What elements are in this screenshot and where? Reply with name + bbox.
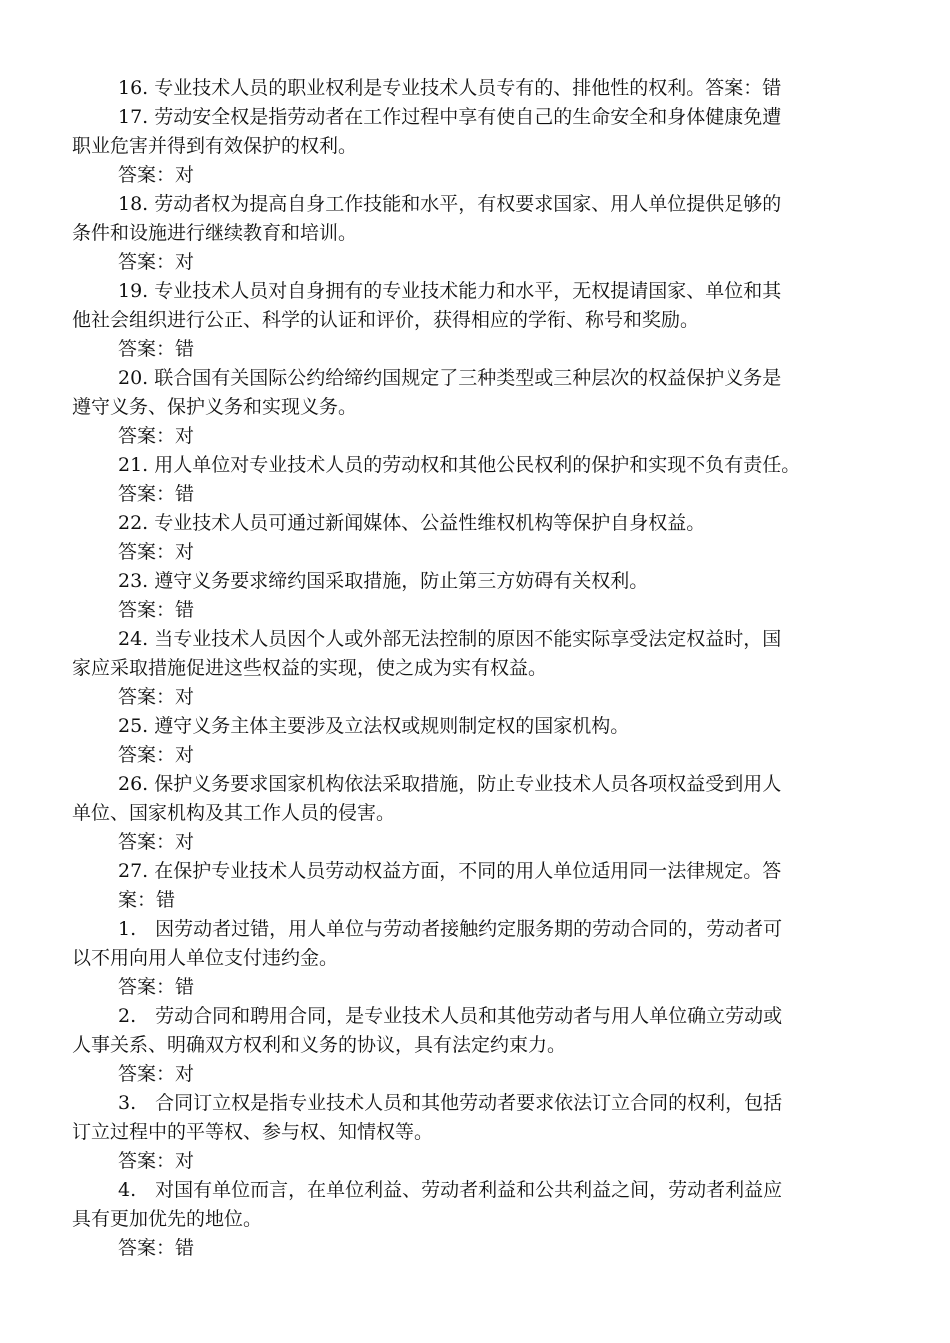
text-line: 答案：对 xyxy=(118,251,195,273)
text-line: 人事关系、明确双方权利和义务的协议，具有法定约束力。 xyxy=(72,1034,567,1056)
text-line: 答案：对 xyxy=(118,1150,195,1172)
text-line: 答案：对 xyxy=(118,686,195,708)
text-line: 条件和设施进行继续教育和培训。 xyxy=(72,222,358,244)
text-line: 2. 劳动合同和聘用合同，是专业技术人员和其他劳动者与用人单位确立劳动或 xyxy=(118,1005,783,1027)
text-line: 答案：对 xyxy=(118,164,195,186)
text-line: 答案：对 xyxy=(118,1063,195,1085)
text-line: 职业危害并得到有效保护的权利。 xyxy=(72,135,358,157)
text-line: 家应采取措施促进这些权益的实现，使之成为实有权益。 xyxy=(72,657,548,679)
text-line: 22. 专业技术人员可通过新闻媒体、公益性维权机构等保护自身权益。 xyxy=(118,512,706,534)
text-line: 答案：错 xyxy=(118,1237,195,1259)
document-body xyxy=(72,74,890,1263)
text-line: 答案：错 xyxy=(118,338,195,360)
text-line: 答案：对 xyxy=(118,831,195,853)
text-line: 17. 劳动安全权是指劳动者在工作过程中享有使自己的生命安全和身体健康免遭 xyxy=(118,106,782,128)
text-line: 他社会组织进行公正、科学的认证和评价，获得相应的学衔、称号和奖励。 xyxy=(72,309,700,331)
text-line: 19. 专业技术人员对自身拥有的专业技术能力和水平，无权提请国家、单位和其 xyxy=(118,280,782,302)
text-line: 3. 合同订立权是指专业技术人员和其他劳动者要求依法订立合同的权利，包括 xyxy=(118,1092,783,1114)
text-line: 单位、国家机构及其工作人员的侵害。 xyxy=(72,802,396,824)
text-line: 25. 遵守义务主体主要涉及立法权或规则制定权的国家机构。 xyxy=(118,715,630,737)
text-line: 答案：错 xyxy=(118,599,195,621)
text-line: 1. 因劳动者过错，用人单位与劳动者接触约定服务期的劳动合同的，劳动者可 xyxy=(118,918,783,940)
text-line: 18. 劳动者权为提高自身工作技能和水平，有权要求国家、用人单位提供足够的 xyxy=(118,193,782,215)
text-line: 遵守义务、保护义务和实现义务。 xyxy=(72,396,358,418)
text-line: 答案：错 xyxy=(118,483,195,505)
text-line: 23. 遵守义务要求缔约国采取措施，防止第三方妨碍有关权利。 xyxy=(118,570,649,592)
text-line: 以不用向用人单位支付违约金。 xyxy=(72,947,339,969)
text-line: 24. 当专业技术人员因个人或外部无法控制的原因不能实际享受法定权益时，国 xyxy=(118,628,782,650)
text-line: 20. 联合国有关国际公约给缔约国规定了三种类型或三种层次的权益保护义务是 xyxy=(118,367,782,389)
text-line: 21. 用人单位对专业技术人员的劳动权和其他公民权利的保护和实现不负有责任。 xyxy=(118,454,801,476)
text-line: 27. 在保护专业技术人员劳动权益方面，不同的用人单位适用同一法律规定。答 xyxy=(118,860,782,882)
text-line: 订立过程中的平等权、参与权、知情权等。 xyxy=(72,1121,434,1143)
text-line: 26. 保护义务要求国家机构依法采取措施，防止专业技术人员各项权益受到用人 xyxy=(118,773,782,795)
text-line: 答案：错 xyxy=(118,976,195,998)
text-line: 具有更加优先的地位。 xyxy=(72,1208,263,1230)
text-line: 答案：对 xyxy=(118,541,195,563)
text-line: 16. 专业技术人员的职业权利是专业技术人员专有的、排他性的权利。答案：错 xyxy=(118,77,782,99)
text-line: 答案：对 xyxy=(118,744,195,766)
text-line: 答案：对 xyxy=(118,425,195,447)
text-line: 4. 对国有单位而言，在单位利益、劳动者利益和公共利益之间，劳动者利益应 xyxy=(118,1179,783,1201)
text-line: 案：错 xyxy=(118,889,176,911)
